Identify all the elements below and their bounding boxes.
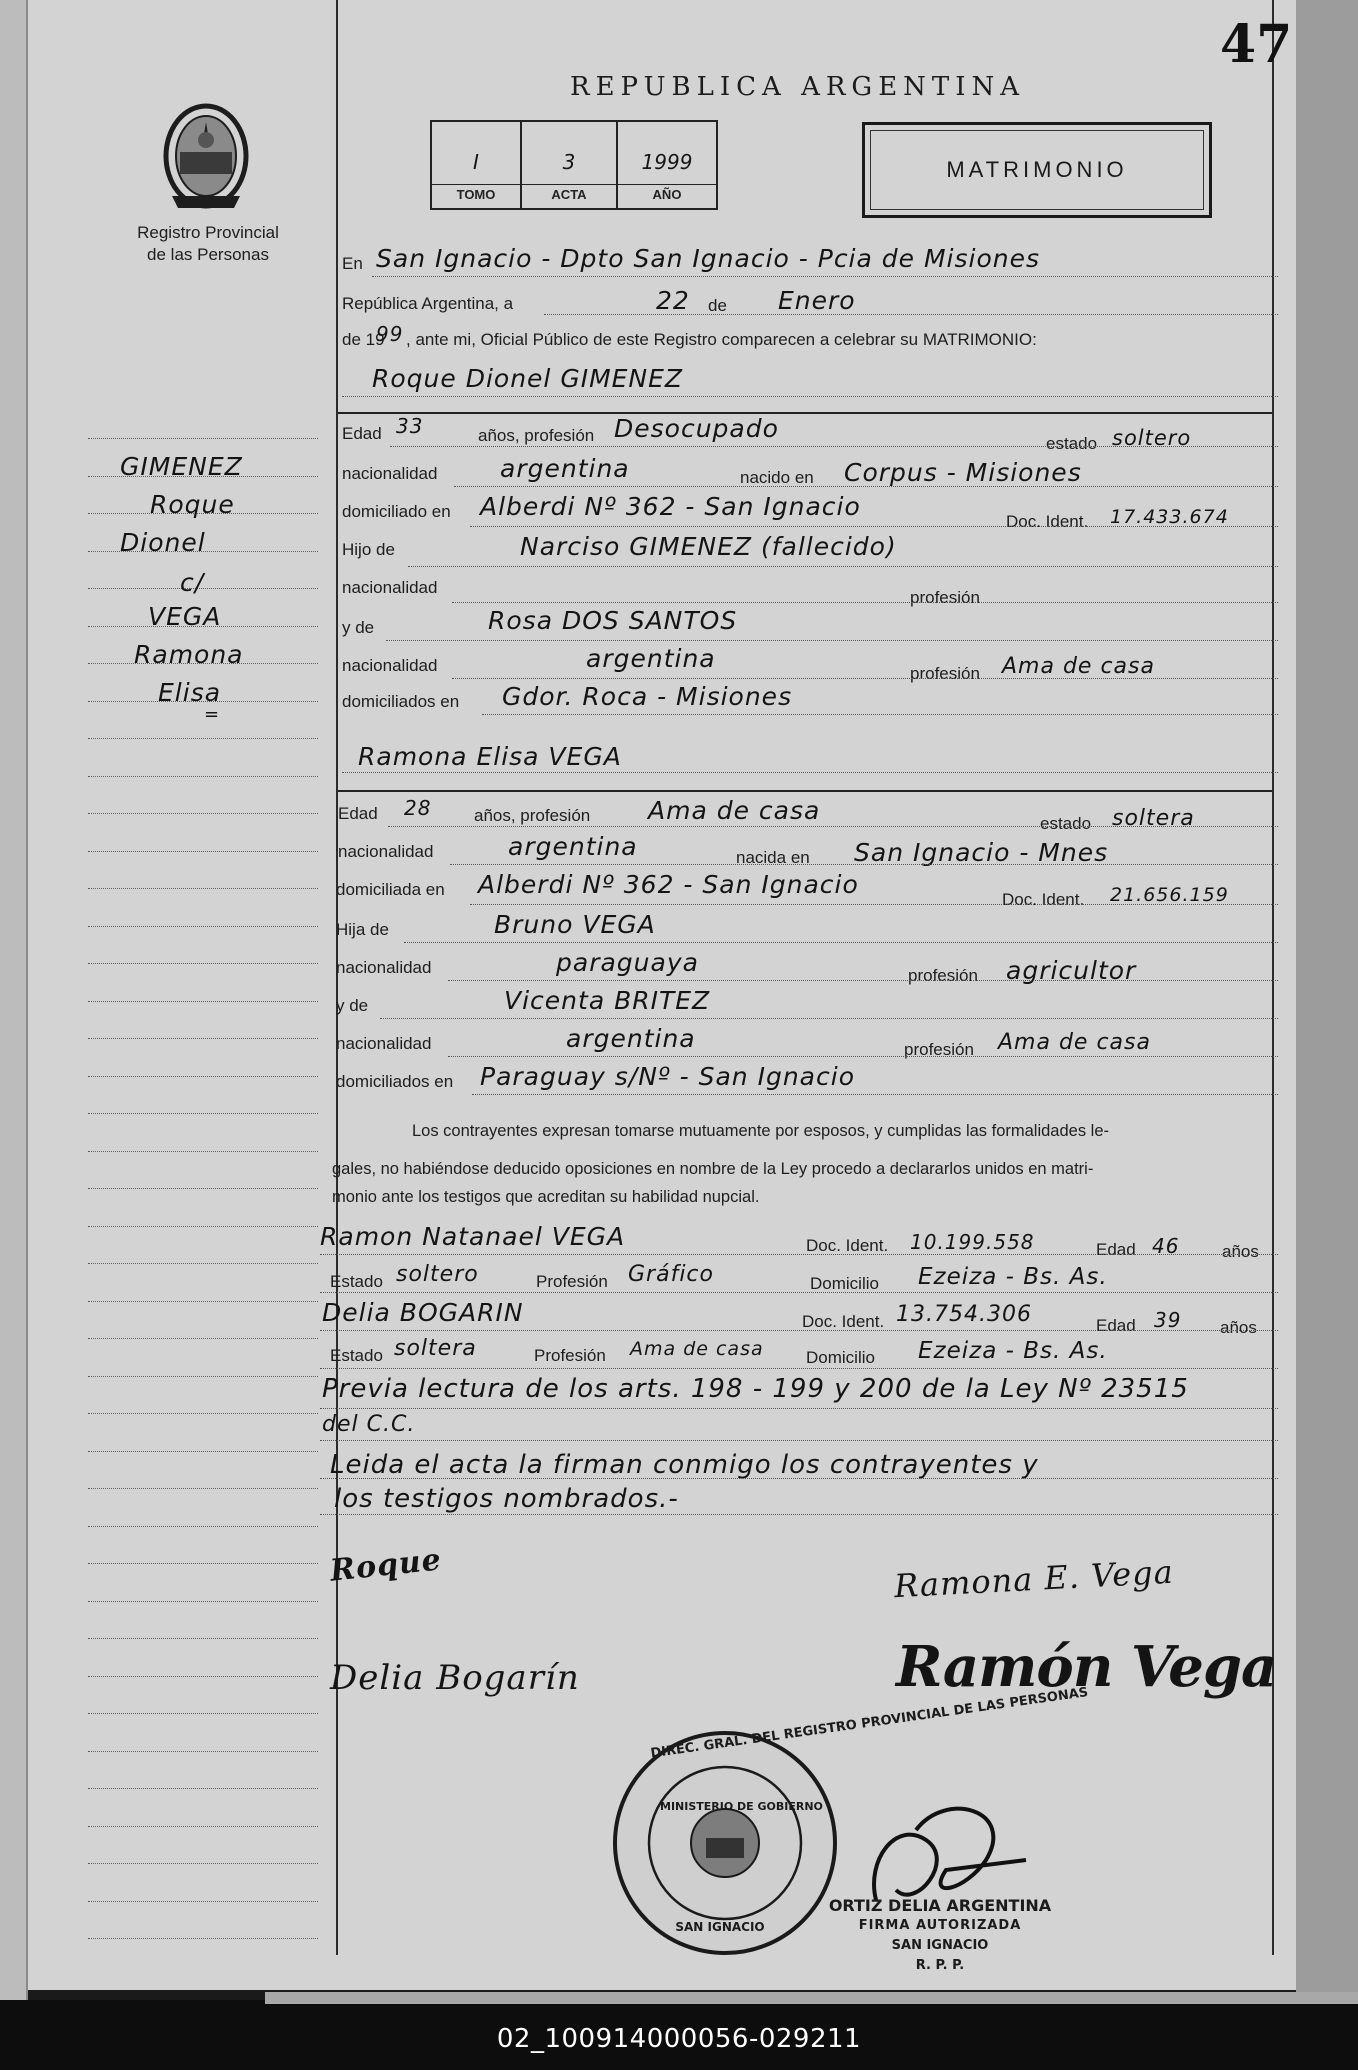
margin-note-line: GIMENEZ xyxy=(120,452,243,481)
groom-signature: Roque xyxy=(328,1542,444,1589)
witness1-name: Ramon Natanael VEGA xyxy=(320,1222,626,1251)
province-crest-icon xyxy=(158,100,254,212)
field-rule xyxy=(372,276,1278,277)
witness1-profesion-label: Profesión xyxy=(536,1272,608,1291)
field-rule xyxy=(472,1094,1278,1095)
groom-estado-label: estado xyxy=(1046,434,1098,453)
margin-note-line: Roque xyxy=(150,490,235,519)
margin-rule xyxy=(88,1863,318,1864)
margin-rule xyxy=(88,851,318,852)
groom-father-prof-label: profesión xyxy=(910,588,980,607)
month-field: Enero xyxy=(778,286,856,315)
bride-mother-prof: Ama de casa xyxy=(998,1030,1151,1055)
margin-rule xyxy=(88,1188,318,1189)
groom-mother-nac: argentina xyxy=(586,644,716,673)
field-rule xyxy=(450,864,1278,865)
document-title: REPUBLICA ARGENTINA xyxy=(570,72,1026,102)
groom-domicilio: Alberdi Nº 362 - San Ignacio xyxy=(480,492,861,521)
groom-father: Narciso GIMENEZ (fallecido) xyxy=(520,532,897,561)
margin-note-line: Elisa xyxy=(158,678,222,707)
bride-domicilio-label: domiciliada en xyxy=(336,880,445,899)
field-rule xyxy=(386,640,1278,641)
appearance-statement: , ante mi, Oficial Público de este Registro comparecen a celebrar su MATRIMONIO: xyxy=(406,330,1037,349)
margin-rule xyxy=(88,1713,318,1714)
margin-rule xyxy=(88,1076,318,1077)
seal-place: SAN IGNACIO xyxy=(675,1920,765,1934)
groom-domicilio-label: domiciliado en xyxy=(342,502,451,521)
witness1-estado-label: Estado xyxy=(330,1272,383,1291)
margin-rule xyxy=(88,1338,318,1339)
witness1-domicilio-label: Domicilio xyxy=(810,1274,879,1293)
witness1-profesion: Gráfico xyxy=(628,1262,714,1287)
witness2-anos-label: años xyxy=(1220,1318,1257,1337)
declaration-line: monio ante los testigos que acreditan su habilidad nupcial. xyxy=(332,1188,760,1206)
groom-father-nac-label: nacionalidad xyxy=(342,578,438,597)
bride-signature: Ramona E. Vega xyxy=(893,1552,1175,1606)
margin-rule xyxy=(88,1488,318,1489)
margin-rule xyxy=(88,1938,318,1939)
witness1-edad-label: Edad xyxy=(1096,1240,1136,1259)
margin-rule xyxy=(88,888,318,889)
bride-edad: 28 xyxy=(404,796,432,820)
declaration-line: gales, no habiéndose deducido oposiciones en nombre de la Ley procedo a declararlos unidos en matri- xyxy=(332,1160,1094,1178)
witness1-edad: 46 xyxy=(1152,1234,1180,1258)
field-rule xyxy=(408,566,1278,567)
groom-doc-label: Doc. Ident. xyxy=(1006,512,1089,531)
field-rule xyxy=(342,396,1278,397)
official-place: SAN IGNACIO xyxy=(891,1938,989,1953)
bride-nacida-label: nacida en xyxy=(736,848,810,867)
en-label: En xyxy=(342,254,363,273)
field-rule xyxy=(320,1368,1278,1369)
groom-doc: 17.433.674 xyxy=(1110,506,1229,528)
tomo-cell xyxy=(432,122,522,208)
section-divider xyxy=(338,790,1272,792)
margin-rule xyxy=(88,1451,318,1452)
bride-name: Ramona Elisa VEGA xyxy=(358,742,622,771)
groom-mother-prof: Ama de casa xyxy=(1002,654,1155,679)
field-rule xyxy=(482,714,1278,715)
place-field: San Ignacio - Dpto San Ignacio - Pcia de Misiones xyxy=(376,244,1041,273)
field-rule xyxy=(320,1408,1278,1409)
witness1-signature: Ramón Vega xyxy=(896,1634,1277,1700)
field-rule xyxy=(452,678,1278,679)
witness2-estado: soltera xyxy=(394,1336,477,1361)
bride-father-prof-label: profesión xyxy=(908,966,978,985)
bride-mother-nac-label: nacionalidad xyxy=(336,1034,432,1053)
margin-note-line: Dionel xyxy=(120,528,206,557)
note-line: Previa lectura de los arts. 198 - 199 y 200 de la Ley Nº 23515 xyxy=(322,1374,1189,1404)
margin-rule xyxy=(88,1901,318,1902)
bride-estado-label: estado xyxy=(1040,814,1092,833)
groom-profesion: Desocupado xyxy=(614,414,779,443)
witness2-profesion: Ama de casa xyxy=(630,1338,764,1360)
witness1-doc: 10.199.558 xyxy=(910,1230,1035,1254)
bride-estado: soltera xyxy=(1112,806,1195,831)
section-divider xyxy=(338,412,1272,414)
margin-rule xyxy=(88,1526,318,1527)
seal-inner-text: MINISTERIO DE GOBIERNO xyxy=(660,1800,823,1813)
de-label: de xyxy=(708,296,727,315)
field-rule xyxy=(320,1330,1278,1331)
bride-profesion: Ama de casa xyxy=(648,796,821,825)
witness1-anos-label: años xyxy=(1222,1242,1259,1261)
margin-rule xyxy=(88,926,318,927)
witness1-doc-label: Doc. Ident. xyxy=(806,1236,889,1255)
field-rule xyxy=(320,1292,1278,1293)
margin-rule xyxy=(88,1151,318,1152)
margin-rule xyxy=(88,1788,318,1789)
witness2-edad-label: Edad xyxy=(1096,1316,1136,1335)
groom-mother: Rosa DOS SANTOS xyxy=(488,606,738,635)
margin-rule xyxy=(88,1226,318,1227)
groom-edad: 33 xyxy=(396,414,424,438)
margin-rule xyxy=(88,1601,318,1602)
witness2-name: Delia BOGARIN xyxy=(322,1298,524,1327)
bride-nacida: San Ignacio - Mnes xyxy=(854,838,1109,867)
groom-mother-nac-label: nacionalidad xyxy=(342,656,438,675)
field-rule xyxy=(470,526,1278,527)
groom-nacionalidad: argentina xyxy=(500,454,630,483)
margin-rule xyxy=(88,1826,318,1827)
image-id-footer: 02_100914000056-029211 xyxy=(496,2024,862,2054)
year-prefix-label: de 19 xyxy=(342,330,385,349)
field-rule xyxy=(452,602,1278,603)
witness2-profesion-label: Profesión xyxy=(534,1346,606,1365)
bride-mother: Vicenta BRITEZ xyxy=(504,986,711,1015)
margin-rule xyxy=(88,1563,318,1564)
field-rule xyxy=(544,314,1278,315)
day-field: 22 xyxy=(656,286,690,315)
act-type-box xyxy=(862,122,1212,218)
registry-label xyxy=(110,222,306,266)
margin-note-line: VEGA xyxy=(148,602,222,631)
margin-rule xyxy=(88,963,318,964)
groom-hijo-label: Hijo de xyxy=(342,540,395,559)
acta-cell xyxy=(522,122,618,208)
margin-note-line: c/ xyxy=(180,568,205,597)
margin-rule xyxy=(88,1376,318,1377)
ano-value: 1999 xyxy=(641,150,693,174)
record-number-box xyxy=(430,120,718,210)
act-type-label: MATRIMONIO xyxy=(946,157,1128,182)
bride-doc-label: Doc. Ident. xyxy=(1002,890,1085,909)
registry-label-line2: de las Personas xyxy=(147,245,269,264)
year-suffix-field: 99 xyxy=(376,322,404,346)
margin-rule xyxy=(88,438,318,439)
field-rule xyxy=(470,904,1278,905)
field-rule xyxy=(320,1440,1278,1441)
official-name: ORTIZ DELIA ARGENTINA xyxy=(828,1896,1052,1915)
republica-label: República Argentina, a xyxy=(342,294,514,313)
note-line: Leida el acta la firman conmigo los contrayentes y xyxy=(330,1450,1039,1480)
groom-nacionalidad-label: nacionalidad xyxy=(342,464,438,483)
witness2-domicilio: Ezeiza - Bs. As. xyxy=(918,1338,1108,1364)
acta-label: ACTA xyxy=(522,184,616,202)
field-rule xyxy=(320,1514,1278,1515)
groom-parents-dom: Gdor. Roca - Misiones xyxy=(502,682,793,711)
bride-nacionalidad-label: nacionalidad xyxy=(338,842,434,861)
field-rule xyxy=(448,980,1278,981)
groom-profesion-label: años, profesión xyxy=(478,426,595,445)
witness2-doc-label: Doc. Ident. xyxy=(802,1312,885,1331)
margin-rule xyxy=(88,813,318,814)
margin-rule xyxy=(88,776,318,777)
margin-note-line: Ramona xyxy=(134,640,244,669)
bride-doc: 21.656.159 xyxy=(1110,884,1229,906)
witness2-domicilio-label: Domicilio xyxy=(806,1348,875,1367)
groom-name: Roque Dionel GIMENEZ xyxy=(372,364,684,393)
groom-mother-prof-label: profesión xyxy=(910,664,980,683)
margin-rule xyxy=(88,1751,318,1752)
note-line: los testigos nombrados.- xyxy=(334,1484,679,1514)
bride-father: Bruno VEGA xyxy=(494,910,656,939)
witness2-doc: 13.754.306 xyxy=(896,1302,1032,1327)
witness2-signature: Delia Bogarín xyxy=(330,1658,580,1698)
witness1-domicilio: Ezeiza - Bs. As. xyxy=(918,1264,1108,1290)
bride-domicilio: Alberdi Nº 362 - San Ignacio xyxy=(478,870,859,899)
margin-rule xyxy=(88,1263,318,1264)
margin-rule xyxy=(88,1638,318,1639)
page-number: 47 xyxy=(1220,14,1293,75)
groom-parents-dom-label: domiciliados en xyxy=(342,692,460,711)
bride-profesion-label: años, profesión xyxy=(474,806,591,825)
groom-edad-label: Edad xyxy=(342,424,382,443)
bride-yde-label: y de xyxy=(336,996,369,1015)
field-rule xyxy=(320,1478,1278,1479)
note-line: del C.C. xyxy=(322,1412,416,1437)
book-binding xyxy=(0,0,28,2000)
margin-note-line: = xyxy=(204,704,221,725)
official-unit: R. P. P. xyxy=(915,1958,965,1973)
bride-nacionalidad: argentina xyxy=(508,832,638,861)
witness1-estado: soltero xyxy=(396,1262,479,1287)
registry-label-line1: Registro Provincial xyxy=(137,223,279,242)
field-rule xyxy=(454,486,1278,487)
margin-rule xyxy=(88,1413,318,1414)
bride-father-prof: agricultor xyxy=(1006,956,1137,985)
field-rule xyxy=(404,942,1278,943)
declaration-line: Los contrayentes expresan tomarse mutuamente por esposos, y cumplidas las formalidades le- xyxy=(412,1122,1110,1140)
tomo-label: TOMO xyxy=(432,184,520,202)
field-rule xyxy=(390,446,1278,447)
official-title: FIRMA AUTORIZADA xyxy=(858,1918,1022,1933)
bride-hija-label: Hija de xyxy=(336,920,389,939)
tomo-value: I xyxy=(473,150,479,174)
field-rule xyxy=(342,772,1278,773)
bride-mother-nac: argentina xyxy=(566,1024,696,1053)
groom-nacido: Corpus - Misiones xyxy=(844,458,1082,487)
field-rule xyxy=(380,1018,1278,1019)
field-rule xyxy=(388,826,1278,827)
bride-mother-prof-label: profesión xyxy=(904,1040,974,1059)
field-rule xyxy=(320,1254,1278,1255)
margin-rule xyxy=(88,1676,318,1677)
witness2-edad: 39 xyxy=(1154,1308,1182,1332)
bride-father-nac-label: nacionalidad xyxy=(336,958,432,977)
bride-parents-dom-label: domiciliados en xyxy=(336,1072,454,1091)
page-edge xyxy=(1296,0,1358,2000)
ano-cell xyxy=(618,122,716,208)
margin-rule xyxy=(88,1001,318,1002)
next-page-edge xyxy=(265,1992,1358,2004)
bride-father-nac: paraguaya xyxy=(556,948,699,977)
margin-rule xyxy=(88,1113,318,1114)
bride-parents-dom: Paraguay s/Nº - San Ignacio xyxy=(480,1062,855,1091)
acta-value: 3 xyxy=(562,150,576,174)
groom-nacido-label: nacido en xyxy=(740,468,814,487)
margin-rule xyxy=(88,1301,318,1302)
field-rule xyxy=(448,1056,1278,1057)
witness2-estado-label: Estado xyxy=(330,1346,383,1365)
ano-label: AÑO xyxy=(618,184,716,202)
groom-yde-label: y de xyxy=(342,618,375,637)
bride-edad-label: Edad xyxy=(338,804,378,823)
groom-estado: soltero xyxy=(1112,426,1192,450)
margin-rule xyxy=(88,738,318,739)
margin-rule xyxy=(88,1038,318,1039)
